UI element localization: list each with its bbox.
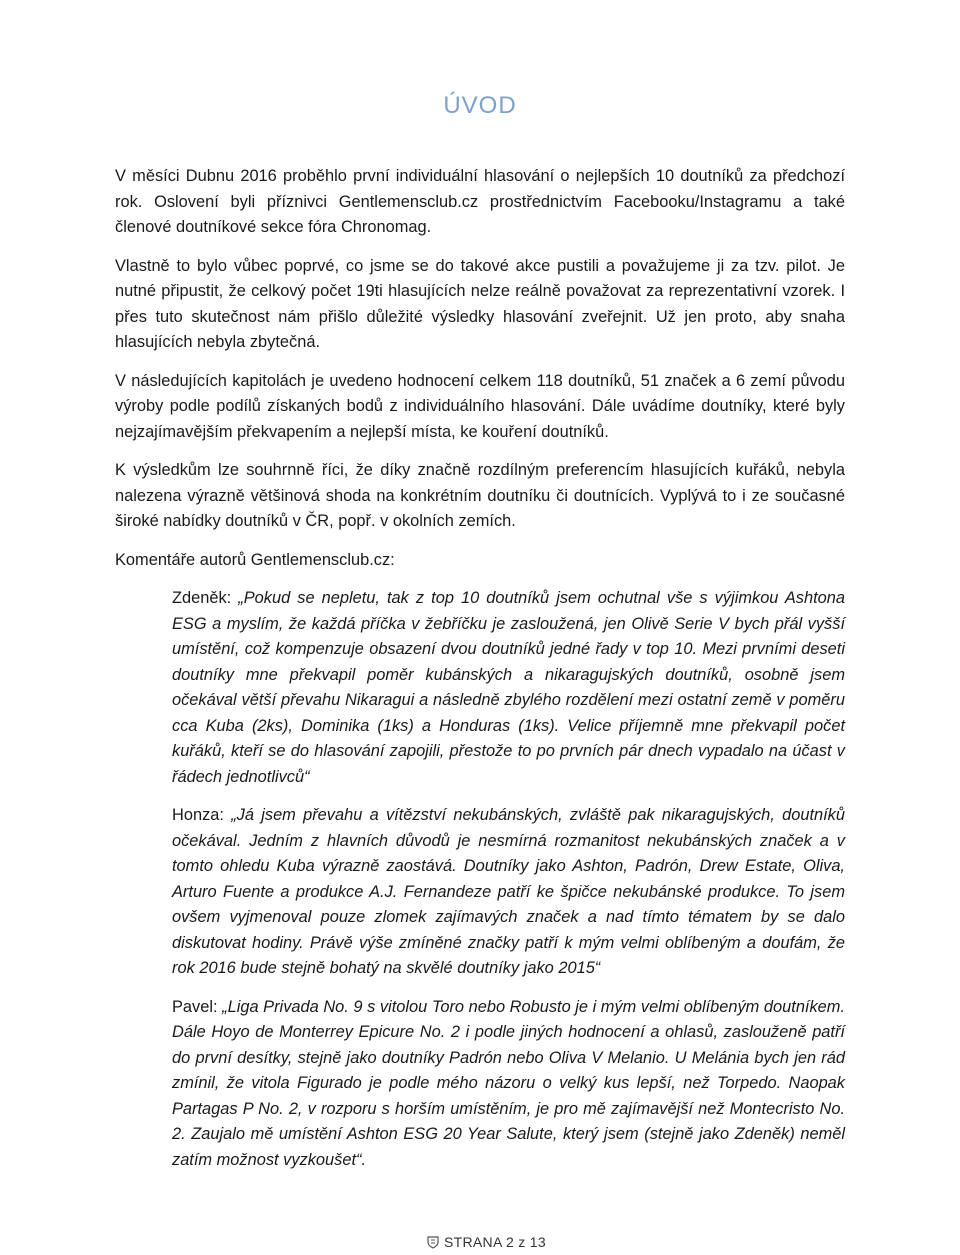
page-title: ÚVOD: [443, 92, 517, 119]
comment-pavel: [172, 995, 845, 1174]
document-body: [115, 164, 845, 1186]
intro-paragraph: V měsíci Dubnu 2016 proběhlo první individuální hlasování o nejlepších 10 doutníků za předchozí rok. Oslovení byli příznivci Gentlemensclub.cz prostřednictvím Facebooku/Instagramu a také členové doutníkové sekce fóra Chronomag.: [115, 167, 845, 236]
author-comments: [172, 586, 845, 1173]
shield-logo-icon: [426, 1235, 440, 1249]
comment-zdenek: [172, 586, 845, 790]
comment-author: Honza:: [172, 806, 232, 824]
comments-heading: Komentáře autorů Gentlemensclub.cz:: [115, 550, 395, 569]
comment-author: Pavel:: [172, 997, 223, 1016]
comment-quote: „Liga Privada No. 9 s vitolou Toro nebo Robusto je i mým velmi oblíbeným doutníkem. Dále Hoyo de Monterrey Epicure No. 2 i podle jiných hodnocení a ohlasů, zaslouženě patří do první desítky, stejně jako doutníky Padrón nebo Oliva V Melanio. U Melánia bych jen rád zmínil, že vitola Figurado je podle mého názoru o velký kus lepší, než Torpedo. Naopak Partagas P No. 2, v rozporu s horším umístěním, je pro mě zajímavější než Montecristo No. 2. Zaujalo mě umístění Ashton ESG 20 Year Salute, který jsem (stejně jako Zdeněk) neměl zatím možnost vyzkoušet“.: [172, 997, 846, 1169]
comment-author: Zdeněk:: [172, 589, 239, 607]
page-footer: [426, 1234, 546, 1250]
comment-honza: [172, 803, 845, 982]
pilot-paragraph: Vlastně to bylo vůbec poprvé, co jsme se do takové akce pustili a považujeme ji za tzv. pilot. Je nutné připustit, že celkový počet 19ti hlasujících nelze reálně považovat za reprezentativní vzorek. I přes tuto skutečnost nám přišlo důležité výsledky hlasování zveřejnit. Už jen proto, aby snaha hlasujících nebyla zbytečná.: [115, 256, 845, 351]
chapters-paragraph: V následujících kapitolách je uvedeno hodnocení celkem 118 doutníků, 51 značek a 6 zemí původu výroby podle podílů získaných bodů z individuálního hlasování. Dále uvádíme doutníky, které byly nejzajímavějším překvapením a nejlepší místa, ke kouření doutníků.: [115, 371, 845, 441]
comment-quote: „Já jsem převahu a vítězství nekubánských, zvláště pak nikaragujských, doutníků očekával. Jedním z hlavních důvodů je nesmírná rozmanitost nekubánských značek a v tomto ohledu Kuba výrazně zaostává. Doutníky jako Ashton, Padrón, Drew Estate, Oliva, Arturo Fuente a produkce A.J. Fernandeze patří ke špičce nekubánské produkce. To jsem ovšem vyjmenoval pouze zlomek zajímavých značek a nad tímto tématem by se dalo diskutovat hodiny. Právě výše zmíněné značky patří k mým velmi oblíbeným a doufám, že rok 2016 bude stejně bohatý na skvělé doutníky jako 2015“: [172, 806, 845, 977]
results-paragraph: K výsledkům lze souhrnně říci, že díky značně rozdílným preferencím hlasujících kuřáků, nebyla nalezena výrazně většinová shoda na konkrétním doutníku či doutnících. Vyplývá to i ze současné široké nabídky doutníků v ČR, popř. v okolních zemích.: [115, 461, 845, 530]
comment-quote: „Pokud se nepletu, tak z top 10 doutníků jsem ochutnal vše s výjimkou Ashtona ESG a myslím, že každá příčka v žebříčku je zasloužená, jen Olivě Serie V bych přál vyšší umístění, což kompenzuje obsazení dvou doutníků jedné řady v top 10. Mezi prvními deseti doutníky mne překvapil poměr kubánských a nikaragujských doutníků, osobně jsem očekával větší převahu Nikaragui a následně zbylého rozdělení mezi ostatní země v poměru cca Kuba (2ks), Dominika (1ks) a Honduras (1ks). Velice příjemně mne překvapil počet kuřáků, kteří se do hlasování zapojili, přestože to po prvních pár dnech vypadalo na účast v řádech jednotlivců“: [172, 589, 846, 786]
page-number: STRANA 2 z 13: [444, 1234, 546, 1250]
